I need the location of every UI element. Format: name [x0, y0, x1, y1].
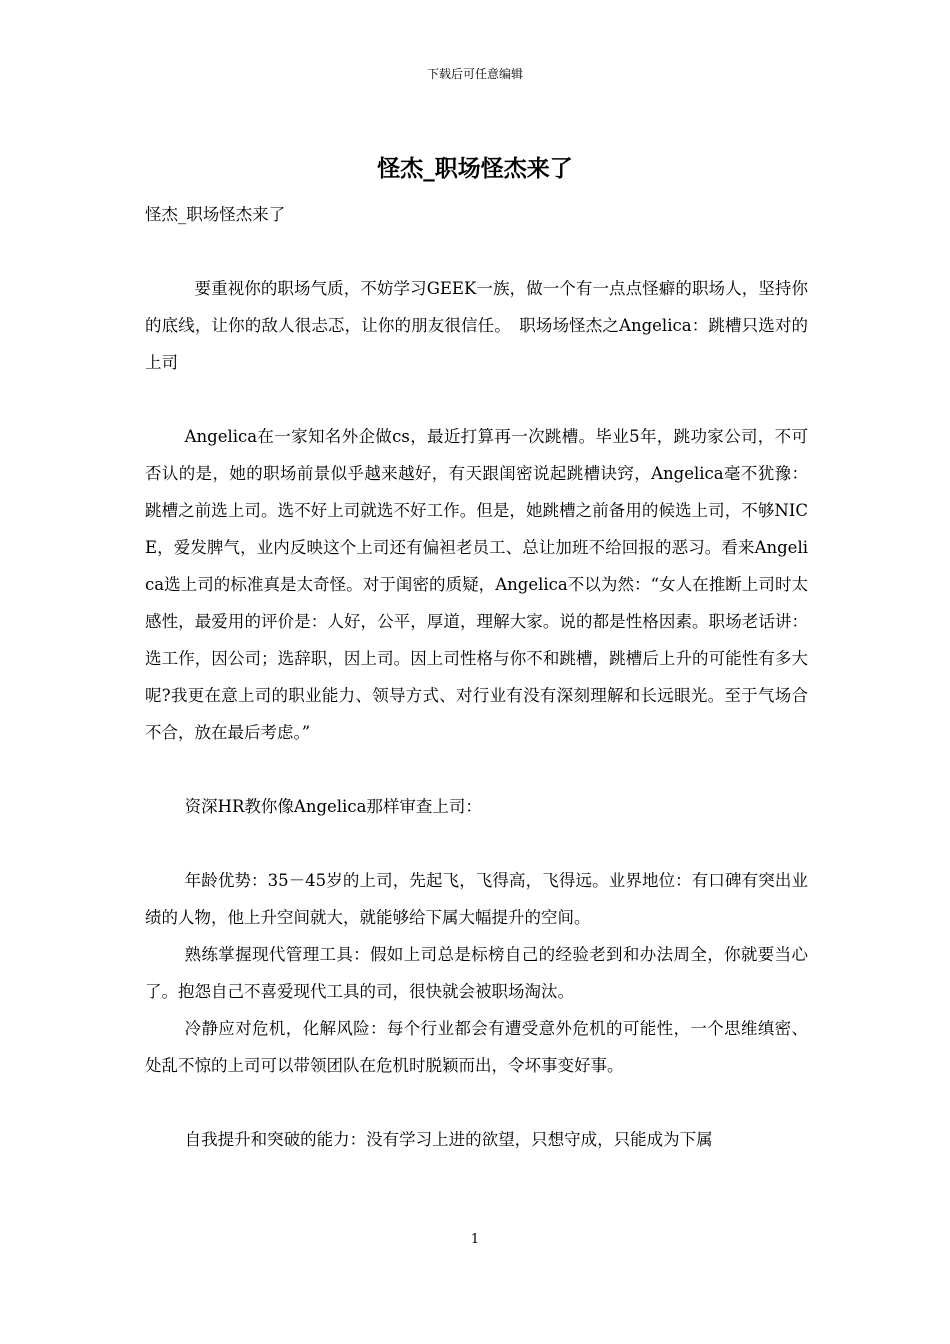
document-body [145, 196, 808, 1158]
intro-paragraph: 要重视你的职场气质，不妨学习GEEK一族，做一个有一点点怪癖的职场人，坚持你的底线，让你的敌人很忐忑，让你的朋友很信任。 职场场怪杰之Angelica：跳槽只选对的上司 [145, 279, 808, 372]
tip-age-paragraph: 年龄优势：35－45岁的上司，先起飞，飞得高，飞得远。业界地位：有口碑有突出业绩的人物，他上升空间就大，就能够给下属大幅提升的空间。 [145, 871, 808, 927]
hr-intro-paragraph: 资深HR教你像Angelica那样审查上司： [184, 797, 482, 816]
tip-growth-paragraph: 自我提升和突破的能力：没有学习上进的欲望，只想守成，只能成为下属 [184, 1130, 713, 1149]
header-note: 下载后可任意编辑 [426, 67, 523, 81]
page-number: 1 [470, 1232, 480, 1247]
subtitle-paragraph: 怪杰_职场怪杰来了 [145, 205, 286, 224]
story-paragraph: Angelica在一家知名外企做cs，最近打算再一次跳槽。毕业5年，跳功家公司，不可否认的是，她的职场前景似乎越来越好，有天跟闺密说起跳槽诀窍，Angelica毫不犹豫：跳槽之前选上司。选不好上司就选不好工作。但是，她跳槽之前备用的候选上司，不够NICE，爱发脾气，业内反映这个上司还有偏袒老员工、总让加班不给回报的恶习。看来Angelica选上司的标准真是太奇怪。对于闺密的质疑，Angelica不以为然：“女人在推断上司时太感性，最爱用的评价是：人好，公平，厚道，理解大家。说的都是性格因素。职场老话讲：选工作，因公司；选辞职，因上司。因上司性格与你不和跳槽，跳槽后上升的可能性有多大呢?我更在意上司的职业能力、领导方式、对行业有没有深刻理解和长远眼光。至于气场合不合，放在最后考虑。” [145, 427, 808, 742]
tip-crisis-paragraph: 冷静应对危机，化解风险：每个行业都会有遭受意外危机的可能性，一个思维缜密、处乱不惊的上司可以带领团队在危机时脱颖而出，令坏事变好事。 [145, 1019, 808, 1075]
document-title: 怪杰_职场怪杰来了 [377, 156, 573, 182]
tip-tools-paragraph: 熟练掌握现代管理工具：假如上司总是标榜自己的经验老到和办法周全，你就要当心了。抱怨自己不喜爱现代工具的司，很快就会被职场淘汰。 [145, 945, 808, 1001]
